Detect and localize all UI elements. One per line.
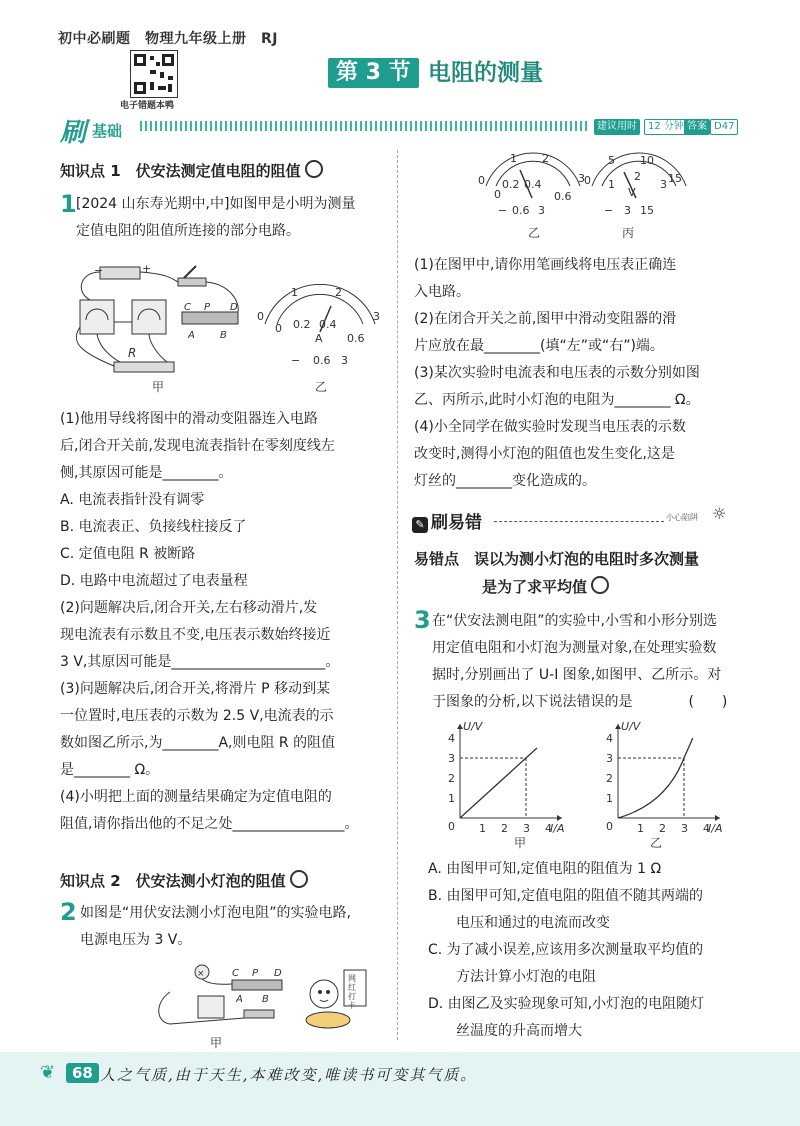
svg-text:3: 3 — [578, 172, 585, 185]
ammeter-dial-2 — [478, 152, 588, 224]
knowledge-point-2 — [60, 870, 308, 891]
svg-text:0.6: 0.6 — [512, 204, 530, 217]
question-3-stem — [432, 608, 752, 716]
svg-text:D: D — [274, 968, 282, 979]
figure-1-circuit — [70, 262, 260, 392]
target-icon — [591, 576, 609, 594]
q1-part4-line: (4)小明把上面的测量结果确定为定值电阻的 — [60, 789, 332, 805]
svg-text:5: 5 — [608, 154, 615, 167]
knowledge-point-1 — [60, 160, 323, 181]
q1-part3-line: 数如图乙所示,为________A,则电阻 R 的阻值 — [60, 735, 336, 751]
page-number: 68 — [66, 1063, 99, 1083]
q3-line: 用定值电阻和小灯泡为测量对象,在处理实验数 — [432, 640, 717, 656]
svg-text:A: A — [188, 330, 195, 341]
book-title: 初中必刷题 物理九年级上册 RJ — [58, 31, 278, 47]
swirl-icon: ❦ — [40, 1062, 56, 1083]
error-point-line-1: 易错点 误以为测小灯泡的电阻时多次测量 — [414, 550, 700, 568]
q2-part-line: 乙、丙所示,此时小灯泡的电阻为________ Ω。 — [414, 392, 700, 408]
question-1-stem — [76, 191, 355, 245]
svg-text:−: − — [604, 204, 614, 217]
meter-caption-b: 丙 — [622, 226, 635, 240]
figure-2-circuit — [150, 962, 290, 1032]
series-line — [618, 738, 693, 818]
svg-text:3: 3 — [341, 354, 348, 367]
meter-caption-a: 乙 — [528, 226, 541, 240]
target-icon — [305, 160, 323, 178]
svg-text:×: × — [197, 969, 205, 979]
q2-part-line: (3)某次实验时电流表和电压表的示数分别如图 — [414, 365, 700, 381]
svg-text:−: − — [94, 264, 104, 277]
figure-2-caption: 甲 — [210, 1036, 223, 1050]
q2-line: 如图是“用伏安法测小灯泡电阻”的实验电路, — [80, 905, 351, 921]
x-axis-arrow — [557, 815, 562, 821]
q3-line: 于图象的分析,以下说法错误的是 ( ) — [432, 694, 728, 710]
section-badge: 第 3 节 — [328, 58, 419, 88]
q2-part-line: 改变时,测得小灯泡的阻值也发生变化,这是 — [414, 446, 675, 462]
q1-option[interactable]: B. 电流表正、负接线柱接反了 — [60, 519, 247, 535]
error-section-rule — [494, 521, 664, 522]
brand-sub: 基础 — [92, 122, 123, 140]
svg-text:0.2: 0.2 — [502, 178, 520, 191]
q1-part3-line: (3)问题解决后,闭合开关,将滑片 P 移动到某 — [60, 681, 331, 697]
svg-text:A: A — [315, 332, 323, 345]
x-axis-label: I/A — [550, 822, 565, 835]
q3-option[interactable]: D. 由图乙及实验现象可知,小灯泡的电阻随灯 — [428, 996, 705, 1012]
svg-text:D: D — [230, 302, 238, 313]
y-tick-label: 4 — [448, 732, 455, 745]
y-tick-label: 3 — [606, 752, 613, 765]
y-axis-label: U/V — [463, 720, 483, 733]
y-tick-label: 2 — [606, 772, 613, 785]
svg-text:P: P — [252, 968, 259, 979]
q2-part-line: 片应放在最________(填“左”或“右”)端。 — [414, 338, 664, 354]
bar-stripe — [140, 121, 590, 131]
column-divider — [397, 150, 399, 1040]
brand-mark: 刷 — [60, 118, 87, 148]
svg-text:3: 3 — [624, 204, 631, 217]
sun-icon: ☼ — [712, 504, 727, 523]
knowledge-point-2-label: 知识点 2 伏安法测小灯泡的阻值 — [60, 872, 286, 890]
svg-text:0: 0 — [478, 174, 485, 187]
svg-text:0: 0 — [275, 322, 282, 335]
x-tick-label: 2 — [659, 822, 666, 835]
svg-text:R: R — [128, 346, 137, 360]
svg-text:0: 0 — [257, 310, 264, 323]
svg-text:0.4: 0.4 — [319, 318, 337, 331]
q1-part1-line: (1)他用导线将图中的滑动变阻器连入电路 — [60, 411, 318, 427]
svg-text:0.2: 0.2 — [293, 318, 311, 331]
svg-text:V: V — [628, 186, 636, 199]
ammeter-dial — [255, 284, 385, 374]
svg-text:−: − — [498, 204, 508, 217]
y-tick-label: 1 — [606, 792, 613, 805]
time-value: 12 分钟 — [644, 119, 688, 135]
q3-option-cont: 方法计算小灯泡的电阻 — [428, 969, 596, 985]
svg-text:+: + — [142, 262, 152, 275]
q1-option[interactable]: A. 电流表指针没有调零 — [60, 492, 205, 508]
svg-text:15: 15 — [668, 172, 682, 185]
svg-text:0.6: 0.6 — [313, 354, 331, 367]
ui-graph-a — [440, 718, 570, 842]
svg-text:1: 1 — [291, 286, 298, 299]
voltmeter-dial — [584, 152, 694, 224]
q3-option[interactable]: C. 为了减小误差,应该用多次测量取平均值的 — [428, 942, 704, 958]
q1-option[interactable]: D. 电路中电流超过了电表量程 — [60, 573, 248, 589]
qr-code — [130, 50, 178, 98]
qr-label: 电子错题本鸭 — [120, 101, 175, 111]
question-1-part-1 — [60, 406, 390, 838]
ui-graph-b — [598, 718, 738, 842]
pencil-icon: ✎ — [412, 517, 428, 533]
svg-text:10: 10 — [640, 154, 654, 167]
y-tick-label: 1 — [448, 792, 455, 805]
q2-part-line: (1)在图甲中,请你用笔画线将电压表正确连 — [414, 257, 677, 273]
x-tick-label: 3 — [523, 822, 530, 835]
svg-text:B: B — [262, 994, 269, 1005]
q3-option[interactable]: B. 由图甲可知,定值电阻的阻值不随其两端的 — [428, 888, 703, 904]
footer-motto: 人之气质,由于天生,本难改变,唯读书可变其气质。 — [100, 1066, 478, 1084]
q1-part1-line: 侧,其原因可能是________。 — [60, 465, 233, 481]
x-tick-label: 4 — [545, 822, 552, 835]
svg-text:0: 0 — [494, 188, 501, 201]
x-tick-label: 3 — [681, 822, 688, 835]
q2-part-line: (2)在闭合开关之前,图甲中滑动变阻器的滑 — [414, 311, 677, 327]
question-3-options — [428, 856, 748, 1045]
cartoon-text: 网红打卡 — [348, 974, 356, 1010]
q3-option[interactable]: A. 由图甲可知,定值电阻的阻值为 1 Ω — [428, 861, 662, 877]
svg-text:0: 0 — [584, 174, 591, 187]
answer-label: 答案 — [684, 119, 710, 135]
question-3-number: 3 — [414, 606, 431, 634]
error-section-label: 刷易错 — [431, 513, 482, 533]
section-title: 电阻的测量 — [428, 60, 543, 86]
svg-text:3: 3 — [660, 178, 667, 191]
question-1-number: 1 — [60, 190, 77, 218]
q3-option-cont: 电压和通过的电流而改变 — [428, 915, 610, 931]
question-2-parts — [414, 252, 744, 495]
x-tick-label: 1 — [637, 822, 644, 835]
svg-text:3: 3 — [538, 204, 545, 217]
q1-part2-line: (2)问题解决后,闭合开关,左右移动滑片,发 — [60, 600, 318, 616]
origin-label: 0 — [606, 820, 613, 833]
svg-text:3: 3 — [373, 310, 380, 323]
svg-text:2: 2 — [542, 152, 549, 165]
x-axis-label: I/A — [708, 822, 723, 835]
graph-caption-b: 乙 — [650, 836, 663, 850]
q1-part3-line: 是________ Ω。 — [60, 762, 160, 778]
y-tick-label: 2 — [448, 772, 455, 785]
q3-line: 在“伏安法测电阻”的实验中,小雪和小形分别选 — [432, 613, 717, 629]
svg-text:C: C — [184, 302, 191, 313]
error-point-line-2 — [482, 576, 609, 597]
svg-text:1: 1 — [510, 152, 517, 165]
error-section-title — [412, 508, 482, 533]
question-2-stem — [80, 900, 351, 954]
svg-text:C: C — [232, 968, 239, 979]
svg-text:0.4: 0.4 — [524, 178, 542, 191]
q1-part2-line: 3 V,其原因可能是______________________。 — [60, 654, 340, 670]
svg-text:P: P — [204, 302, 211, 313]
q2-part-line: 灯丝的________变化造成的。 — [414, 473, 596, 489]
knowledge-point-1-label: 知识点 1 伏安法测定值电阻的阻值 — [60, 162, 301, 180]
svg-text:0.6: 0.6 — [554, 190, 572, 203]
x-tick-label: 2 — [501, 822, 508, 835]
svg-text:0.6: 0.6 — [347, 332, 365, 345]
svg-text:15: 15 — [640, 204, 654, 217]
q1-line: [2024 山东寿光期中,中]如图甲是小明为测量 — [76, 196, 356, 212]
q1-option[interactable]: C. 定值电阻 R 被断路 — [60, 546, 196, 562]
q2-line: 电源电压为 3 V。 — [80, 932, 192, 948]
origin-label: 0 — [448, 820, 455, 833]
error-point-label: 是为了求平均值 — [482, 578, 588, 596]
question-2-number: 2 — [60, 898, 77, 926]
q3-option-cont: 丝温度的升高而增大 — [428, 1023, 582, 1039]
q3-line: 据时,分别画出了 U-I 图象,如图甲、乙所示。对 — [432, 667, 722, 683]
answer-value: D47 — [710, 119, 738, 135]
q1-line: 定值电阻的阻值所连接的部分电路。 — [76, 223, 300, 239]
q1-part1-line: 后,闭合开关前,发现电流表指针在零刻度线左 — [60, 438, 335, 454]
graph-caption-a: 甲 — [514, 836, 527, 850]
q1-part3-line: 一位置时,电压表的示数为 2.5 V,电流表的示 — [60, 708, 334, 724]
svg-text:2: 2 — [335, 286, 342, 299]
q1-part2-line: 现电流表有示数且不变,电压表示数始终接近 — [60, 627, 331, 643]
svg-text:B: B — [220, 330, 227, 341]
q2-part-line: 入电路。 — [414, 284, 470, 300]
svg-text:A: A — [236, 994, 243, 1005]
svg-text:−: − — [291, 354, 301, 367]
q2-part-line: (4)小全同学在做实验时发现当电压表的示数 — [414, 419, 686, 435]
y-tick-label: 3 — [448, 752, 455, 765]
figure-1-caption-b: 乙 — [315, 380, 328, 394]
y-tick-label: 4 — [606, 732, 613, 745]
y-axis-label: U/V — [621, 720, 641, 733]
x-tick-label: 4 — [703, 822, 710, 835]
svg-text:1: 1 — [608, 178, 615, 191]
q1-part4-line: 阻值,请你指出他的不足之处________________。 — [60, 816, 359, 832]
figure-1-caption-a: 甲 — [152, 380, 165, 394]
error-section-sub: 小心陷阱 — [666, 513, 698, 522]
svg-text:2: 2 — [634, 170, 641, 183]
target-icon — [290, 870, 308, 888]
x-tick-label: 1 — [479, 822, 486, 835]
qr-code-icon — [131, 51, 177, 97]
time-label: 建议用时 — [594, 119, 640, 135]
x-axis-arrow — [715, 815, 720, 821]
